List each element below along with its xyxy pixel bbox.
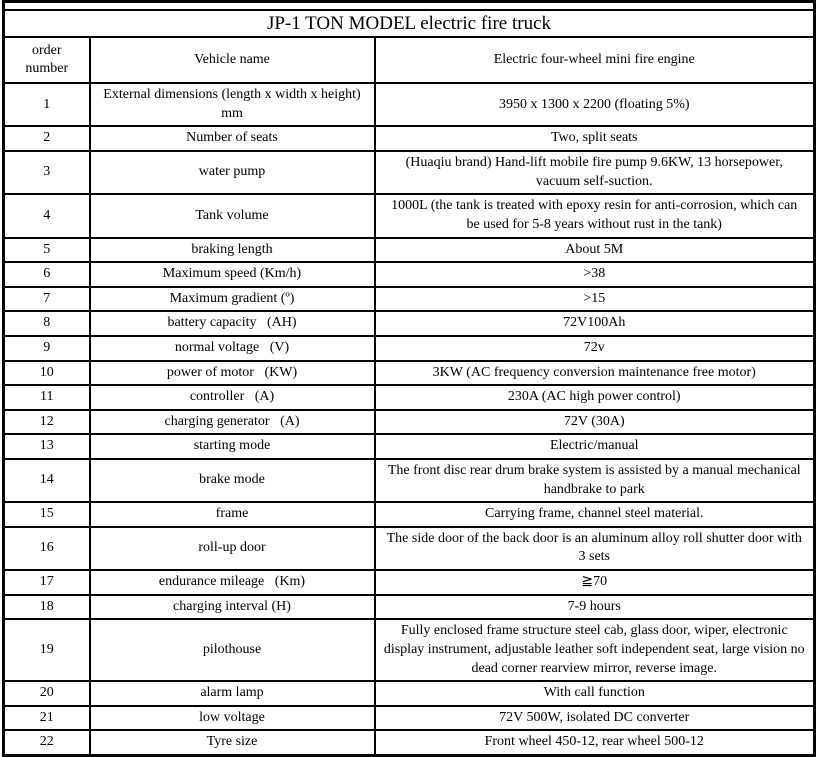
cell-value: Electric/manual: [375, 434, 815, 459]
table-row: [4, 287, 815, 312]
table-row: [4, 681, 815, 706]
cell-value: Two, split seats: [375, 126, 815, 151]
cell-order-number: 14: [4, 459, 90, 502]
cell-order-number: 19: [4, 619, 90, 681]
cell-order-number: 20: [4, 681, 90, 706]
cell-vehicle-name: normal voltage (V): [90, 336, 375, 361]
table-row: [4, 385, 815, 410]
cell-value: >38: [375, 262, 815, 287]
table-row: [4, 434, 815, 459]
cell-vehicle-name: roll-up door: [90, 527, 375, 570]
cell-order-number: 7: [4, 287, 90, 312]
cell-vehicle-name: Maximum speed (Km/h): [90, 262, 375, 287]
header-value: Electric four-wheel mini fire engine: [375, 37, 815, 83]
table-row: [4, 410, 815, 435]
cell-order-number: 3: [4, 151, 90, 194]
table-row: [4, 502, 815, 527]
cell-value: 3KW (AC frequency conversion maintenance free motor): [375, 361, 815, 386]
cell-value: 230A (AC high power control): [375, 385, 815, 410]
cell-value: Carrying frame, channel steel material.: [375, 502, 815, 527]
table-row: [4, 151, 815, 194]
cell-vehicle-name: frame: [90, 502, 375, 527]
cell-vehicle-name: alarm lamp: [90, 681, 375, 706]
cell-order-number: 13: [4, 434, 90, 459]
page-title: JP-1 TON MODEL electric fire truck: [4, 10, 815, 37]
table-row: [4, 527, 815, 570]
spacer-row: [4, 2, 815, 11]
document-page: [2, 0, 813, 757]
cell-value: (Huaqiu brand) Hand-lift mobile fire pump 9.6KW, 13 horsepower, vacuum self-suction.: [375, 151, 815, 194]
cell-order-number: 12: [4, 410, 90, 435]
table-row: [4, 262, 815, 287]
cell-value: Front wheel 450-12, rear wheel 500-12: [375, 730, 815, 755]
cell-order-number: 6: [4, 262, 90, 287]
cell-vehicle-name: charging generator (A): [90, 410, 375, 435]
table-row: [4, 570, 815, 595]
cell-vehicle-name: water pump: [90, 151, 375, 194]
cell-value: 72V100Ah: [375, 311, 815, 336]
cell-order-number: 15: [4, 502, 90, 527]
table-row: [4, 126, 815, 151]
cell-vehicle-name: power of motor (KW): [90, 361, 375, 386]
cell-vehicle-name: controller (A): [90, 385, 375, 410]
cell-vehicle-name: endurance mileage (Km): [90, 570, 375, 595]
cell-order-number: 17: [4, 570, 90, 595]
cell-order-number: 21: [4, 706, 90, 731]
table-row: [4, 459, 815, 502]
table-row: [4, 706, 815, 731]
header-order-number: order number: [4, 37, 90, 83]
cell-value: About 5M: [375, 238, 815, 263]
cell-vehicle-name: Number of seats: [90, 126, 375, 151]
header-vehicle-name: Vehicle name: [90, 37, 375, 83]
cell-value: Fully enclosed frame structure steel cab, glass door, wiper, electronic display instrument, adjustable leather soft independent seat, large vision no dead corner rearview mirror, reverse image.: [375, 619, 815, 681]
cell-value: 3950 x 1300 x 2200 (floating 5%): [375, 83, 815, 126]
cell-vehicle-name: Maximum gradient (º): [90, 287, 375, 312]
cell-value: 7-9 hours: [375, 595, 815, 620]
cell-vehicle-name: charging interval (H): [90, 595, 375, 620]
spacer-cell: [4, 2, 815, 11]
cell-order-number: 4: [4, 194, 90, 237]
cell-value: The front disc rear drum brake system is assisted by a manual mechanical handbrake to park: [375, 459, 815, 502]
table-row: [4, 730, 815, 755]
spec-table-body: [4, 2, 815, 756]
cell-order-number: 18: [4, 595, 90, 620]
cell-value: 72v: [375, 336, 815, 361]
table-row: [4, 83, 815, 126]
cell-value: ≧70: [375, 570, 815, 595]
cell-vehicle-name: External dimensions (length x width x height) mm: [90, 83, 375, 126]
cell-order-number: 1: [4, 83, 90, 126]
cell-vehicle-name: Tank volume: [90, 194, 375, 237]
header-row: [4, 37, 815, 83]
spec-table: [2, 0, 816, 757]
table-row: [4, 619, 815, 681]
cell-vehicle-name: battery capacity (AH): [90, 311, 375, 336]
cell-value: With call function: [375, 681, 815, 706]
cell-value: The side door of the back door is an aluminum alloy roll shutter door with 3 sets: [375, 527, 815, 570]
table-row: [4, 194, 815, 237]
cell-vehicle-name: brake mode: [90, 459, 375, 502]
cell-value: >15: [375, 287, 815, 312]
table-row: [4, 595, 815, 620]
cell-order-number: 9: [4, 336, 90, 361]
cell-order-number: 2: [4, 126, 90, 151]
cell-vehicle-name: braking length: [90, 238, 375, 263]
table-row: [4, 361, 815, 386]
cell-order-number: 11: [4, 385, 90, 410]
cell-value: 72V (30A): [375, 410, 815, 435]
table-row: [4, 311, 815, 336]
cell-vehicle-name: starting mode: [90, 434, 375, 459]
cell-value: 72V 500W, isolated DC converter: [375, 706, 815, 731]
cell-order-number: 16: [4, 527, 90, 570]
table-row: [4, 238, 815, 263]
cell-order-number: 22: [4, 730, 90, 755]
title-row: [4, 10, 815, 37]
cell-value: 1000L (the tank is treated with epoxy resin for anti-corrosion, which can be used for 5-8 years without rust in the tank): [375, 194, 815, 237]
cell-vehicle-name: low voltage: [90, 706, 375, 731]
cell-order-number: 8: [4, 311, 90, 336]
table-row: [4, 336, 815, 361]
cell-vehicle-name: Tyre size: [90, 730, 375, 755]
cell-vehicle-name: pilothouse: [90, 619, 375, 681]
cell-order-number: 5: [4, 238, 90, 263]
cell-order-number: 10: [4, 361, 90, 386]
